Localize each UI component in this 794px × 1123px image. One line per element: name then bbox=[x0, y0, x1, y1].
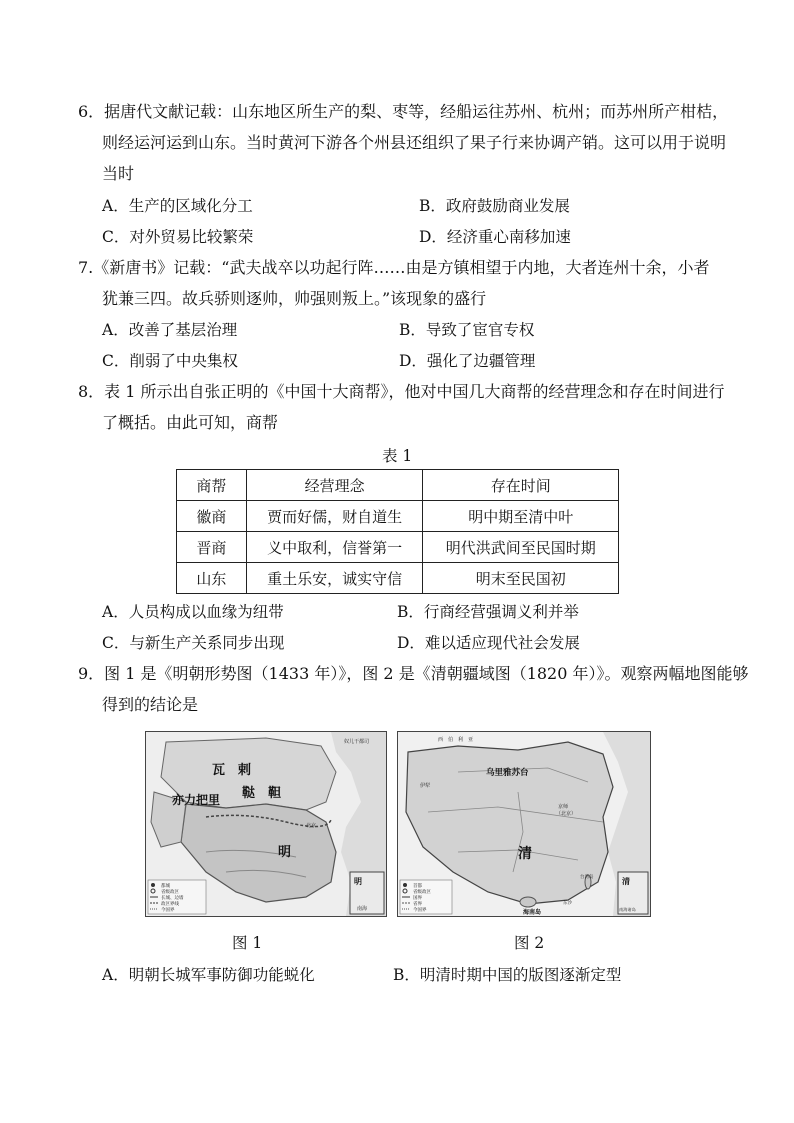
ming-label-nanhai: 南海 bbox=[357, 906, 368, 912]
q7-option-a: A．改善了基层治理 bbox=[102, 321, 238, 339]
table-cell: 山东 bbox=[177, 563, 247, 594]
q6-option-a: A．生产的区域化分工 bbox=[102, 197, 253, 215]
qing-label-xiboliya: 西 伯 利 亚 bbox=[438, 737, 474, 743]
table-row bbox=[177, 563, 619, 594]
table-cell: 重土乐安，诚实守信 bbox=[246, 563, 423, 594]
table-row bbox=[177, 501, 619, 532]
table-header-cell: 经营理念 bbox=[246, 470, 423, 501]
qing-legend-item: 省界 bbox=[413, 902, 422, 907]
q8-option-d: D．难以适应现代社会发展 bbox=[397, 634, 580, 652]
q8-option-b: B．行商经营强调义利并举 bbox=[397, 603, 579, 621]
merchant-groups-table bbox=[176, 469, 619, 594]
q8-option-c: C．与新生产关系同步出现 bbox=[102, 634, 285, 652]
q6-stem-line2: 则经运河运到山东。当时黄河下游各个州县还组织了果子行来协调产销。这可以用于说明 bbox=[102, 133, 727, 152]
ming-label-nuergan: 奴儿干都司 bbox=[344, 739, 370, 745]
q7-option-d: D．强化了边疆管理 bbox=[399, 352, 536, 370]
ming-legend-item: 今国界 bbox=[161, 908, 175, 913]
ming-label-yilibali: 亦力把里 bbox=[172, 793, 221, 807]
table-1-title: 表 1 bbox=[382, 447, 413, 465]
q7-stem-line2: 犹兼三四。故兵骄则逐帅，帅强则叛上。”该现象的盛行 bbox=[102, 289, 487, 308]
q6-option-b: B．政府鼓励商业发展 bbox=[419, 197, 570, 215]
ming-label-ming: 明 bbox=[278, 845, 292, 860]
q7-stem-line1: 7.《新唐书》记载：“武夫战卒以功起行阵……由是方镇相望于内地，大者连州十余，小者 bbox=[78, 258, 710, 277]
figure-2-caption: 图 2 bbox=[514, 934, 545, 952]
q6-stem-line1: 6．据唐代文献记载：山东地区所生产的梨、枣等，经船运往苏州、杭州；而苏州所产柑桔， bbox=[78, 102, 729, 121]
qing-label-qing: 清 bbox=[518, 846, 532, 862]
ming-map-figure bbox=[145, 731, 387, 917]
ming-legend-item: 长城、边墙 bbox=[161, 896, 184, 901]
qing-label-taiwan: 台湾岛 bbox=[580, 875, 594, 880]
table-row bbox=[177, 532, 619, 563]
table-header-row bbox=[177, 470, 619, 501]
ming-map-graphic bbox=[146, 732, 386, 916]
table-cell: 明中期至清中叶 bbox=[423, 501, 619, 532]
q8-option-a: A．人员构成以血缘为纽带 bbox=[102, 603, 284, 621]
q8-stem-line1: 8．表 1 所示出自张正明的《中国十大商帮》，他对中国几大商帮的经营理念和存在时间进行 bbox=[78, 382, 725, 401]
qing-legend-item: 首都 bbox=[413, 884, 422, 889]
ming-label-dada: 鞑 靼 bbox=[242, 786, 282, 801]
q6-stem-line3: 当时 bbox=[102, 164, 135, 183]
qing-map-graphic bbox=[398, 732, 650, 916]
ming-inset-label: 明 bbox=[354, 876, 362, 886]
ming-label-beijing: 北京 bbox=[306, 823, 317, 829]
table-cell: 明代洪武间至民国时期 bbox=[423, 532, 619, 563]
table-cell: 义中取利，信誉第一 bbox=[246, 532, 423, 563]
table-header-cell: 存在时间 bbox=[423, 470, 619, 501]
qing-legend-item: 今国界 bbox=[413, 908, 427, 913]
qing-label-hainan: 海南岛 bbox=[523, 909, 542, 916]
qing-legend-item: 省级政区 bbox=[413, 890, 431, 895]
figure-1-caption: 图 1 bbox=[232, 934, 263, 952]
q9-option-a: A．明朝长城军事防御功能蜕化 bbox=[102, 966, 315, 984]
ming-legend-item: 都城 bbox=[161, 884, 170, 889]
table-cell: 贾而好儒，财自道生 bbox=[246, 501, 423, 532]
qing-inset-label: 清 bbox=[622, 876, 630, 886]
ming-label-wala: 瓦 剌 bbox=[212, 763, 252, 778]
q7-option-b: B．导致了宦官专权 bbox=[399, 321, 535, 339]
qing-map-figure bbox=[397, 731, 651, 917]
qing-label-yili: 伊犁 bbox=[420, 783, 431, 789]
q9-option-b: B．明清时期中国的版图逐渐定型 bbox=[393, 966, 622, 984]
q6-option-c: C．对外贸易比较繁荣 bbox=[102, 228, 254, 246]
table-cell: 徽商 bbox=[177, 501, 247, 532]
qing-label-beijing: （北京） bbox=[556, 811, 577, 817]
q7-option-c: C．削弱了中央集权 bbox=[102, 352, 238, 370]
ming-legend-item: 政区界线 bbox=[161, 902, 179, 907]
table-header-cell: 商帮 bbox=[177, 470, 247, 501]
qing-legend-item: 国界 bbox=[413, 896, 422, 901]
q8-stem-line2: 了概括。由此可知，商帮 bbox=[102, 413, 279, 432]
table-cell: 晋商 bbox=[177, 532, 247, 563]
qing-label-wuliyasutai: 乌里雅苏台 bbox=[486, 768, 529, 778]
q9-stem-line2: 得到的结论是 bbox=[102, 695, 199, 714]
ming-legend-item: 省级政区 bbox=[161, 890, 179, 895]
qing-label-nanhai-islands: 南海诸岛 bbox=[619, 907, 636, 912]
qing-label-jingshi: 京师 bbox=[558, 804, 569, 810]
table-cell: 明末至民国初 bbox=[423, 563, 619, 594]
q6-option-d: D．经济重心南移加速 bbox=[419, 228, 571, 246]
q9-stem-line1: 9．图 1 是《明朝形势图（1433 年）》，图 2 是《清朝疆域图（1820 年）》。观察两幅地图能够 bbox=[78, 664, 749, 683]
qing-label-dongsha: 东沙 bbox=[563, 901, 572, 906]
